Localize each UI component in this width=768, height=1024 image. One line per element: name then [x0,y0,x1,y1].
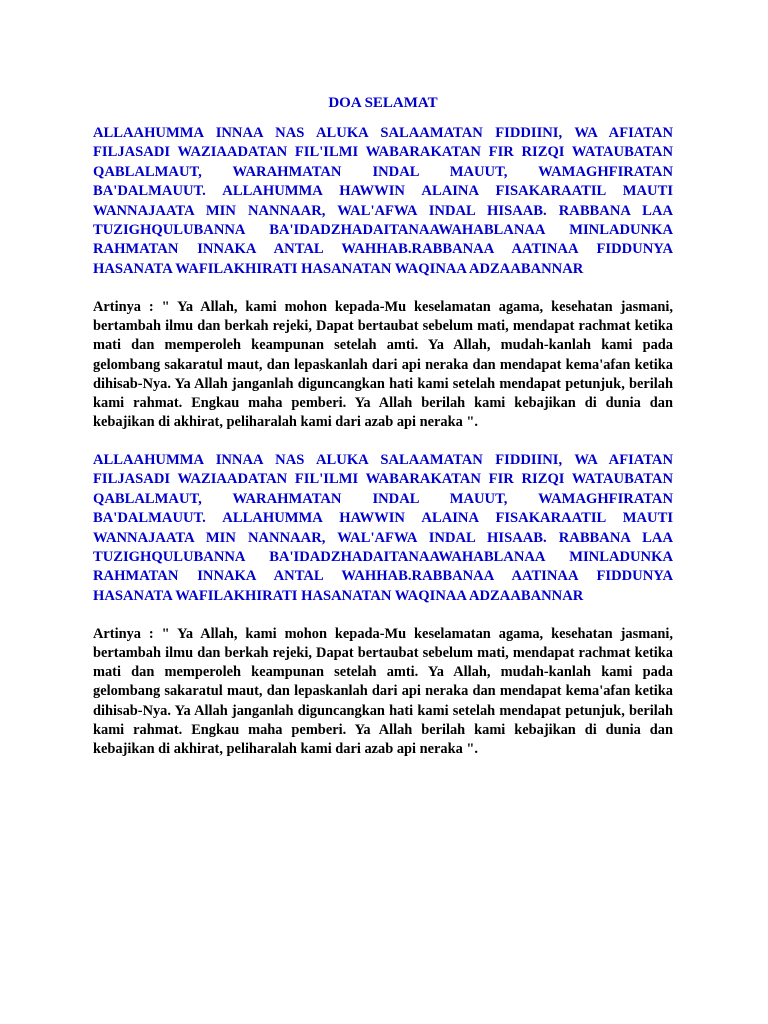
document-title: DOA SELAMAT [328,95,438,111]
doa-paragraph-2: ALLAAHUMMA INNAA NAS ALUKA SALAAMATAN FIDDIINI, WA AFIATAN FILJASADI WAZIAADATAN FIL'ILMI WABARAKATAN FIR RIZQI WATAUBATAN QABLALMAUT, WARAHMATAN INDAL MAUUT, WAMAGHFIRATAN BA'DALMAUUT. ALLAHUMMA HAWWIN ALAINA FISAKARAATIL MAUTI WANNAJAATA MIN NANNAAR, WAL'AFWA INDAL HISAAB. RABBANA LAA TUZIGHQULUBANNA BA'IDADZHADAITANAAWAHABLANAA MINLADUNKA RAHMATAN INNAKA ANTAL WAHHAB.RABBANAA AATINAA FIDDUNYA HASANATA WAFILAKHIRATI HASANATAN WAQINAA ADZAABANNAR [93,451,673,604]
doa-paragraph-1: ALLAAHUMMA INNAA NAS ALUKA SALAAMATAN FIDDIINI, WA AFIATAN FILJASADI WAZIAADATAN FIL'ILMI WABARAKATAN FIR RIZQI WATAUBATAN QABLALMAUT, WARAHMATAN INDAL MAUUT, WAMAGHFIRATAN BA'DALMAUUT. ALLAHUMMA HAWWIN ALAINA FISAKARAATIL MAUTI WANNAJAATA MIN NANNAAR, WAL'AFWA INDAL HISAAB. RABBANA LAA TUZIGHQULUBANNA BA'IDADZHADAITANAAWAHABLANAA MINLADUNKA RAHMATAN INNAKA ANTAL WAHHAB.RABBANAA AATINAA FIDDUNYA HASANATA WAFILAKHIRATI HASANATAN WAQINAA ADZAABANNAR [93,125,673,277]
arti-paragraph-2: Artinya : " Ya Allah, kami mohon kepada-Mu keselamatan agama, kesehatan jasmani, bertambah ilmu dan berkah rejeki, Dapat bertaubat sebelum mati, mendapat rachmat ketika mati dan memperoleh keampunan setelah amti. Ya Allah, mudah-kanlah kami pada gelombang sakaratul maut, dan lepaskanlah dari api neraka dan mendapat kema'afan ketika dihisab-Nya. Ya Allah janganlah diguncangkan hati kami setelah mendapat petunjuk, berilah kami rahmat. Engkau maha pemberi. Ya Allah berilah kami kebajikan di dunia dan kebajikan di akhirat, peliharalah kami dari azab api neraka ". [93,626,673,757]
document-page [93,94,673,759]
arti-paragraph-1: Artinya : " Ya Allah, kami mohon kepada-Mu keselamatan agama, kesehatan jasmani, bertambah ilmu dan berkah rejeki, Dapat bertaubat sebelum mati, mendapat rachmat ketika mati dan memperoleh keampunan setelah amti. Ya Allah, mudah-kanlah kami pada gelombang sakaratul maut, dan lepaskanlah dari api neraka dan mendapat kema'afan ketika dihisab-Nya. Ya Allah janganlah diguncangkan hati kami setelah mendapat petunjuk, berilah kami rahmat. Engkau maha pemberi. Ya Allah berilah kami kebajikan di dunia dan kebajikan di akhirat, peliharalah kami dari azab api neraka ". [93,299,673,430]
